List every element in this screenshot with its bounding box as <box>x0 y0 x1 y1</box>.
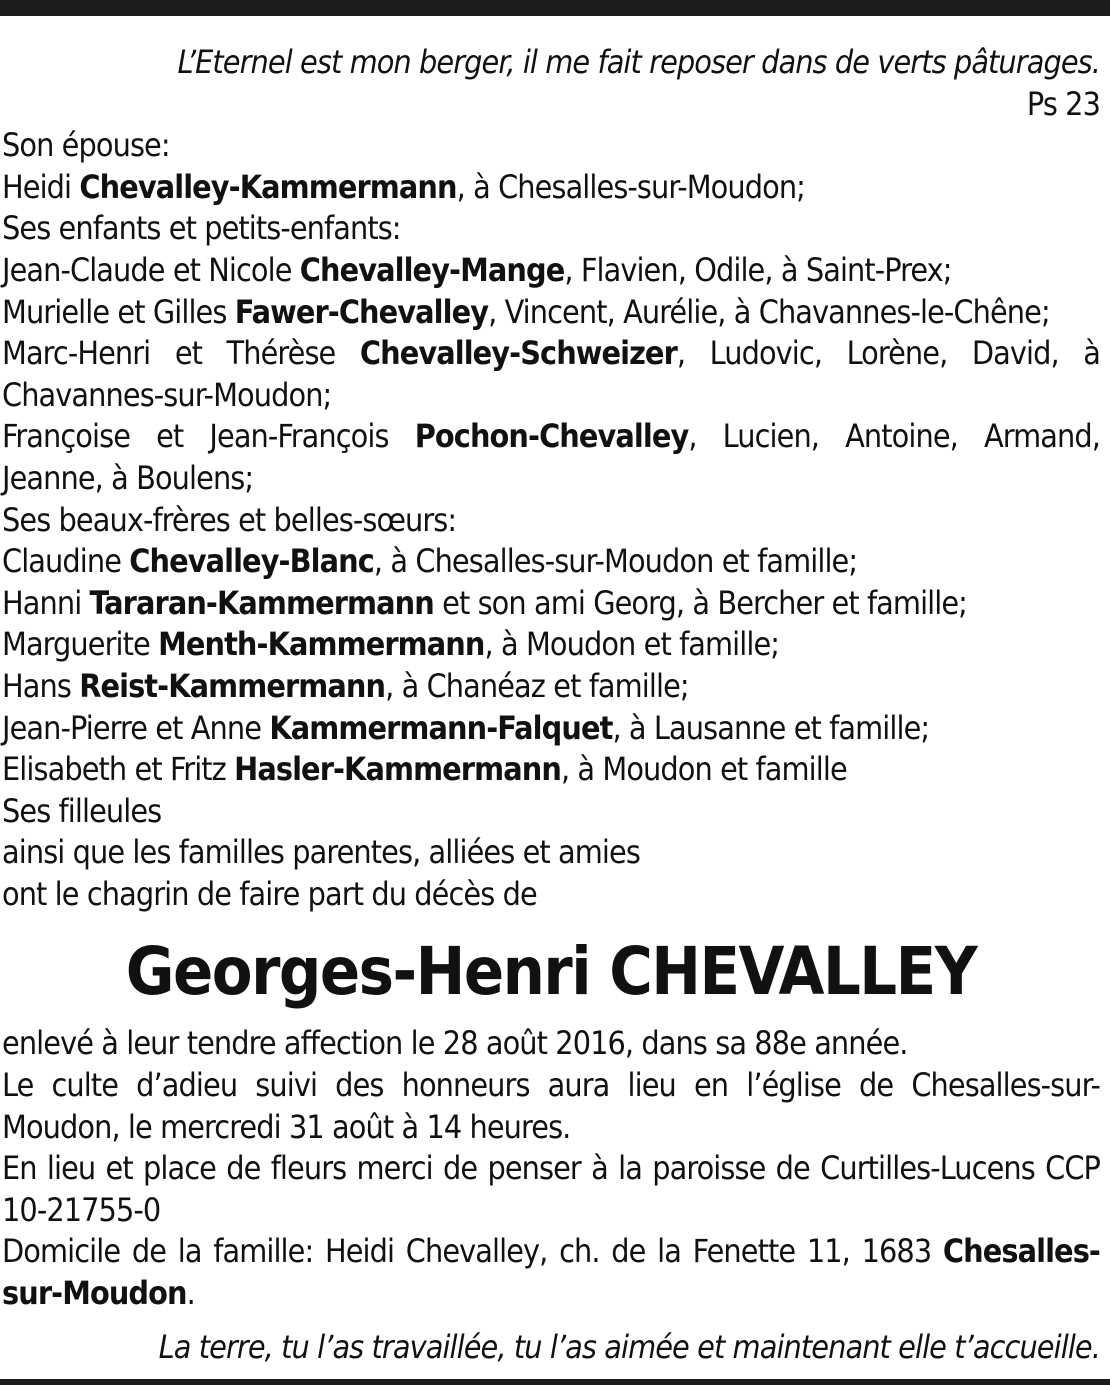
child-family-line: Marc-Henri et Thérèse Chevalley-Schweizer, Ludovic, Lorène, David, à Chavannes-sur-Moudon; <box>2 334 1100 414</box>
spouse-line: Heidi Chevalley-Kammermann, à Chesalles-sur-Moudon; <box>2 167 805 206</box>
death-notice: enlevé à leur tendre affection le 28 août 2016, dans sa 88e année. <box>2 1024 908 1063</box>
child-family-line: Françoise et Jean-François Pochon-Chevalley, Lucien, Antoine, Armand, Jeanne, à Boulens; <box>2 417 1100 497</box>
child-family-line: Jean-Claude et Nicole Chevalley-Mange, Flavien, Odile, à Saint-Prex; <box>2 250 952 289</box>
announcement-line: ont le chagrin de faire part du décès de <box>2 874 537 913</box>
inlaw-line: Hans Reist-Kammermann, à Chanéaz et famille; <box>2 666 689 705</box>
family-home-address: Domicile de la famille: Heidi Chevalley, ch. de la Fenette 11, 1683 Chesalles-sur-Moudon. <box>2 1232 1100 1313</box>
notice-body <box>2 42 1100 1368</box>
children-header: Ses enfants et petits-enfants: <box>2 209 401 248</box>
top-rule <box>0 0 1110 16</box>
psalm-reference: Ps 23 <box>1026 84 1100 123</box>
closing-quote: La terre, tu l’as travaillée, tu l’as aimée et maintenant elle t’accueille. <box>158 1327 1100 1366</box>
inlaw-line: Marguerite Menth-Kammermann, à Moudon et famille; <box>2 625 780 664</box>
service-details: Le culte d’adieu suivi des honneurs aura lieu en l’église de Chesalles-sur-Moudon, le mercredi 31 août à 14 heures. <box>2 1066 1100 1146</box>
relatives-line: ainsi que les familles parentes, alliées et amies <box>2 833 640 872</box>
inlaw-line: Elisabeth et Fritz Hasler-Kammermann, à Moudon et famille <box>2 750 847 789</box>
bottom-rule <box>0 1379 1110 1385</box>
psalm-verse: L’Eternel est mon berger, il me fait reposer dans de verts pâturages. <box>177 43 1100 81</box>
inlaw-line: Claudine Chevalley-Blanc, à Chesalles-sur-Moudon et famille; <box>2 542 858 581</box>
inlaw-line: Hanni Tararan-Kammermann et son ami Georg, à Bercher et famille; <box>2 583 967 622</box>
goddaughters-line: Ses filleules <box>2 791 162 830</box>
child-family-line: Murielle et Gilles Fawer-Chevalley, Vincent, Aurélie, à Chavannes-le-Chêne; <box>2 292 1050 331</box>
donation-details: En lieu et place de fleurs merci de penser à la paroisse de Curtilles-Lucens CCP 10-21755-0 <box>2 1149 1100 1229</box>
deceased-name: Georges-Henri CHEVALLEY <box>125 933 977 1011</box>
inlaws-header: Ses beaux-frères et belles-sœurs: <box>2 500 457 539</box>
spouse-header: Son épouse: <box>2 126 170 165</box>
inlaw-line: Jean-Pierre et Anne Kammermann-Falquet, à Lausanne et famille; <box>2 708 930 747</box>
